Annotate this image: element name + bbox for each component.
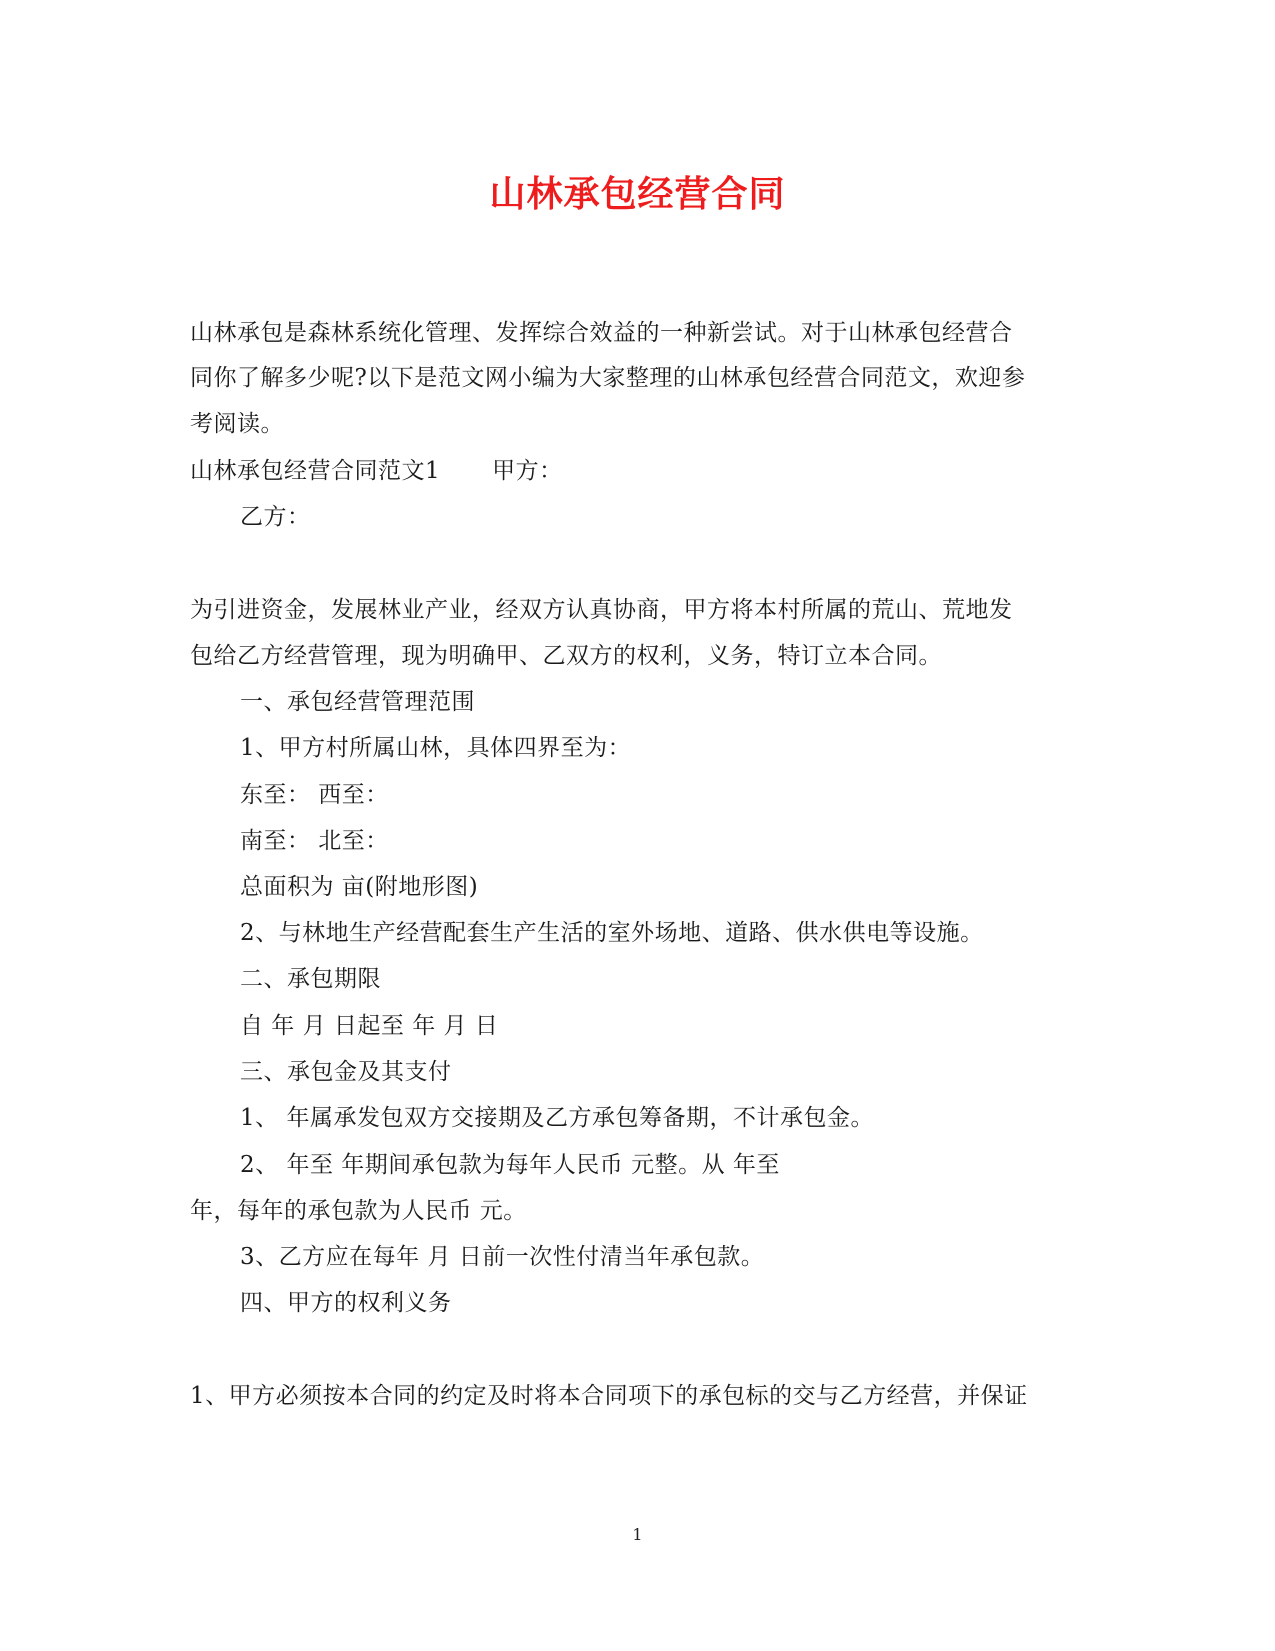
section-3-item-1: 1、 年属承发包双方交接期及乙方承包筹备期，不计承包金。	[240, 1105, 874, 1131]
section-3-heading: 三、承包金及其支付	[240, 1059, 452, 1085]
contract-period: 自 年 月 日起至 年 月 日	[240, 1013, 499, 1039]
section-1-item-2: 2、与林地生产经营配套生产生活的室外场地、道路、供水供电等设施。	[240, 920, 984, 946]
total-area: 总面积为 亩(附地形图)	[240, 874, 479, 900]
party-b-label: 乙方：	[240, 504, 311, 530]
document-title: 山林承包经营合同	[489, 173, 786, 215]
section-1-heading: 一、承包经营管理范围	[240, 689, 475, 715]
boundary-east-west: 东至： 西至：	[240, 782, 389, 808]
section-4-item-1: 1、甲方必须按本合同的约定及时将本合同项下的承包标的交与乙方经营，并保证	[190, 1383, 1028, 1409]
sample-heading: 山林承包经营合同范文1	[190, 458, 441, 484]
boundary-south-north: 南至： 北至：	[240, 828, 389, 854]
intro-line-1: 山林承包是森林系统化管理、发挥综合效益的一种新尝试。对于山林承包经营合	[190, 320, 1013, 346]
sample-heading-row	[190, 456, 563, 486]
preamble-line-1: 为引进资金，发展林业产业，经双方认真协商，甲方将本村所属的荒山、荒地发	[190, 597, 1013, 623]
section-1-item-1: 1、甲方村所属山林，具体四界至为：	[240, 735, 632, 761]
section-4-heading: 四、甲方的权利义务	[240, 1290, 452, 1316]
page-number: 1	[632, 1525, 643, 1544]
intro-line-2: 同你了解多少呢?以下是范文网小编为大家整理的山林承包经营合同范文，欢迎参	[190, 365, 1026, 391]
section-3-item-3: 3、乙方应在每年 月 日前一次性付清当年承包款。	[240, 1244, 765, 1270]
section-2-heading: 二、承包期限	[240, 966, 381, 992]
section-3-item-2-cont: 年，每年的承包款为人民币 元。	[190, 1198, 527, 1224]
preamble-line-2: 包给乙方经营管理，现为明确甲、乙双方的权利，义务，特订立本合同。	[190, 643, 942, 669]
section-3-item-2: 2、 年至 年期间承包款为每年人民币 元整。从 年至	[240, 1152, 780, 1178]
intro-line-3: 考阅读。	[190, 411, 284, 437]
party-a-label: 甲方：	[492, 458, 563, 484]
